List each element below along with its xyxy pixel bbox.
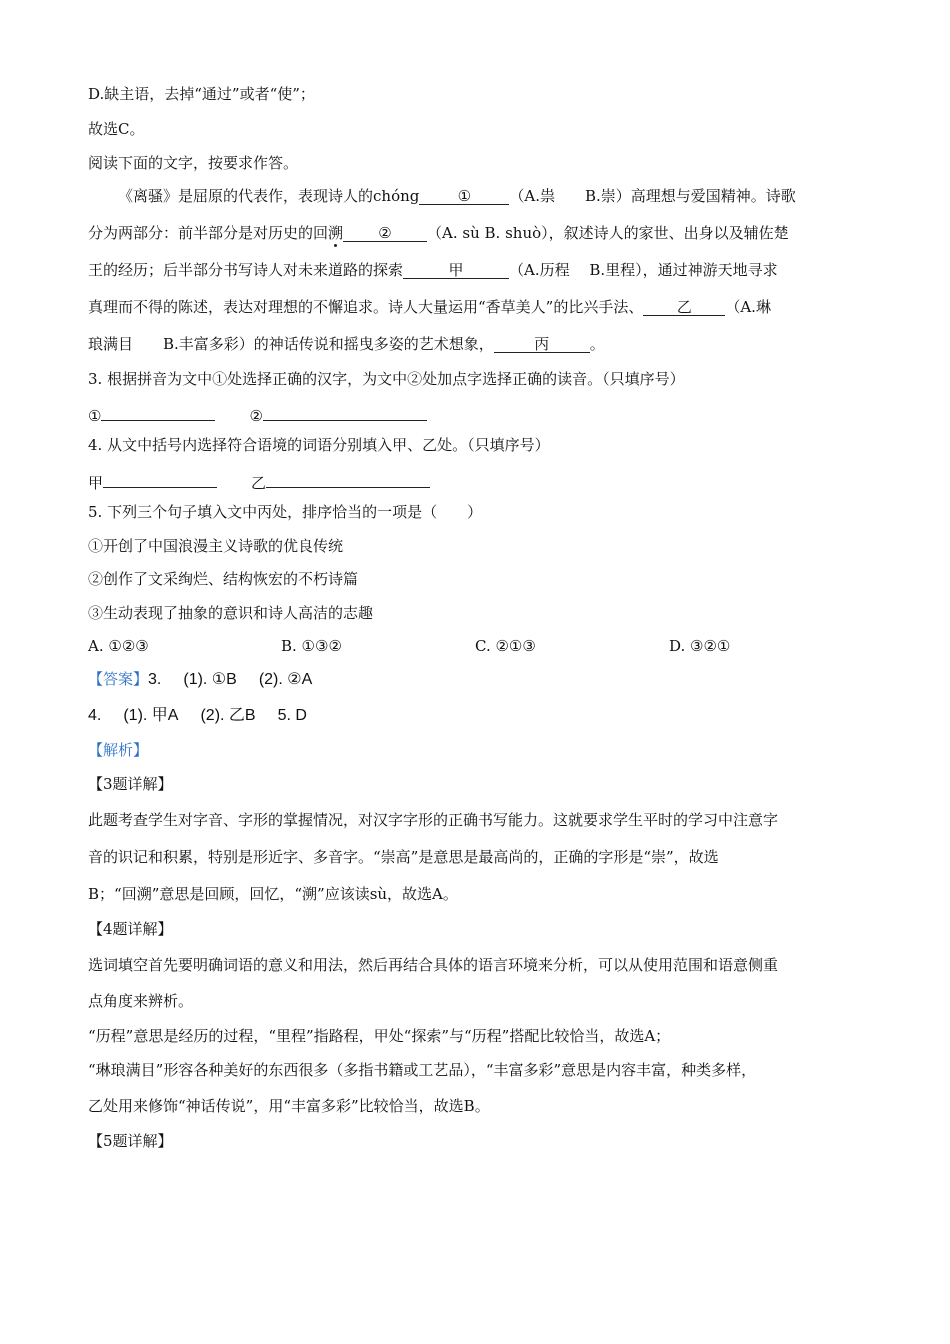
analysis-label: 【解析】 [88,741,149,759]
option-b: B. ①③② [281,637,342,655]
question-4: 4. 从文中括号内选择符合语境的词语分别填入甲、乙处。（只填序号） [88,436,550,454]
answer-line-2 [88,705,864,726]
section-heading-3: 【3题详解】 [88,775,173,793]
option-a: A. ①②③ [88,637,149,655]
answer-text: 3. [148,671,162,688]
blank-label: ② [249,407,263,425]
answer-blank[interactable] [263,402,427,421]
passage-line [118,186,864,206]
answer-text: (2). 乙B [200,707,256,724]
question-5: 5. 下列三个句子填入文中丙处，排序恰当的一项是（ ） [88,503,483,521]
option-d: D. ③②① [669,637,731,655]
analysis-text: 音的识记和积累，特别是形近字、多音字。“崇高”是意思是最高尚的，正确的字形是“崇”，故选 [88,848,719,866]
passage-text: 真理而不得的陈述，表达对理想的不懈追求。诗人大量运用“香草美人”的比兴手法、 [88,298,644,316]
answer-text: (1). 甲A [123,707,179,724]
passage-line [88,223,864,243]
blank-2: ② [343,223,427,242]
blank-label: ① [88,407,102,425]
passage-text: （A. sù B. shuò），叙述诗人的家世、出身以及辅佐楚 [427,224,789,242]
text-line: D.缺主语，去掉“通过”或者“使”； [88,85,315,103]
blank-bing: 丙 [494,334,590,353]
analysis-text: 乙处用来修饰“神话传说”，用“丰富多彩”比较恰当，故选B。 [88,1097,490,1115]
answer-label: 【答案】 [88,670,149,688]
blank-label: 乙 [251,474,267,492]
sentence-2: ②创作了文采绚烂、结构恢宏的不朽诗篇 [88,570,359,588]
answer-text: (1). ①B [183,671,237,688]
sentence-3: ③生动表现了抽象的意识和诗人高洁的志趣 [88,604,374,622]
answer-text: 4. [88,707,102,724]
section-heading-4: 【4题详解】 [88,920,173,938]
analysis-text: B；“回溯”意思是回顾，回忆，“溯”应该读sù，故选A。 [88,885,458,903]
passage-text: 王的经历；后半部分书写诗人对未来道路的探索 [88,261,404,279]
passage-text: （A.琳 [725,298,771,316]
blank-jia: 甲 [403,260,509,279]
blank-label: 甲 [88,474,104,492]
blank-yi: 乙 [643,297,725,316]
sentence-1: ①开创了中国浪漫主义诗歌的优良传统 [88,537,344,555]
passage-text: 《离骚》是屈原的代表作，表现诗人的chóng [118,187,420,205]
answer-text: (2). ②A [258,671,313,688]
passage-text: （A.历程 B.里程），通过神游天地寻求 [509,261,778,279]
passage-text: （A.祟 B.崇）高理想与爱国精神。诗歌 [509,187,796,205]
answer-blank[interactable] [101,402,215,421]
answer-line-1 [88,669,864,690]
passage-text: 分为两部分：前半部分是对历史的回 [88,224,329,242]
answer-blank[interactable] [103,469,217,488]
blank-1: ① [419,186,509,205]
answer-blank[interactable] [266,469,430,488]
analysis-text: 点角度来辨析。 [88,992,194,1010]
passage-text: 琅满目 B.丰富多彩）的神话传说和摇曳多姿的艺术想象， [88,335,494,353]
analysis-text: 选词填空首先要明确词语的意义和用法，然后再结合具体的语言环境来分析，可以从使用范围和语意侧重 [88,956,779,974]
analysis-text: “历程”意思是经历的过程，“里程”指路程，甲处“探索”与“历程”搭配比较恰当，故选A； [88,1027,671,1045]
passage-text: 。 [589,335,605,353]
answer-text: 5. D [277,707,307,724]
analysis-text: “琳琅满目”形容各种美好的东西很多（多指书籍或工艺品），“丰富多彩”意思是内容丰富，种类多样， [88,1061,757,1079]
dotted-char: 溯 [328,224,344,242]
passage-line [88,334,864,354]
answer-blanks-q3 [88,402,864,426]
text-line: 阅读下面的文字，按要求作答。 [88,154,299,172]
answer-blanks-q4 [88,469,864,493]
option-c: C. ②①③ [475,637,536,655]
text-line: 故选C。 [88,120,145,138]
question-3: 3. 根据拼音为文中①处选择正确的汉字，为文中②处加点字选择正确的读音。（只填序号） [88,370,685,388]
section-heading-5: 【5题详解】 [88,1132,173,1150]
analysis-text: 此题考查学生对字音、字形的掌握情况，对汉字字形的正确书写能力。这就要求学生平时的学习中注意字 [88,811,779,829]
passage-line [88,297,864,317]
passage-line [88,260,864,280]
